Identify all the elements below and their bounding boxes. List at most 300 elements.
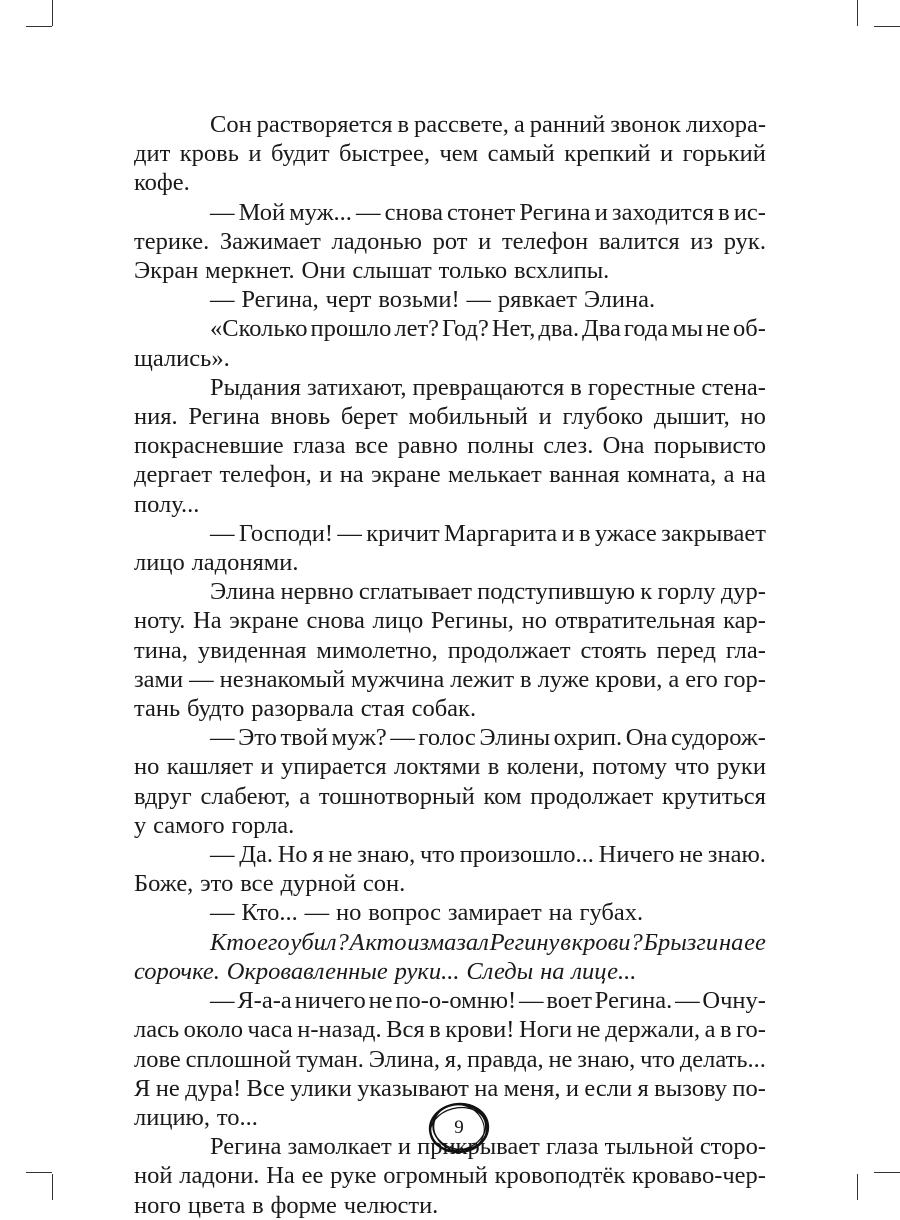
text-line [134,168,766,197]
word: крови! [445,1016,515,1044]
word: глубоко [562,403,644,431]
text-line [134,548,766,577]
word: горлу [657,578,716,606]
word: дур- [720,578,766,606]
word: лицо [134,549,185,577]
word: ладони. [179,1162,260,1190]
word: знаю, [577,1045,636,1073]
word: будит [271,140,330,168]
word: сплошной [185,1045,292,1073]
word: по- [732,1074,766,1102]
word: Это [238,724,277,752]
word: рук. [723,227,766,255]
word: — [210,987,235,1015]
word: — [356,198,381,226]
word: замолкает [287,1133,392,1161]
word: Год? [442,315,489,343]
word: а [299,782,311,810]
word: крови, [595,665,663,693]
word: Следы [466,957,534,985]
word: охрип. [553,724,623,752]
word: телефон, [219,461,312,489]
word: ладонью [331,227,422,255]
crop-mark-top-left-horizontal [26,26,52,27]
word: — [210,198,235,226]
word: — [304,899,330,927]
word: Регина [188,403,260,431]
word: лове [134,1045,181,1073]
word: в [429,1016,441,1044]
word: Элины [479,724,551,752]
word: превращаются [412,373,565,401]
word: дышит, [653,403,730,431]
word: в [560,928,571,956]
text-line [134,694,766,723]
word: замирает [447,899,542,927]
word: Мой [238,198,286,226]
text-line [134,314,766,343]
crop-mark-bottom-right-horizontal [874,1172,900,1173]
word: по-о-омню! [395,987,517,1015]
crop-mark-bottom-left-horizontal [26,1172,52,1173]
word: тина, [134,636,188,664]
word: Нет, [491,315,536,343]
word: два. [538,315,580,343]
word: и [248,140,262,168]
word: собак. [411,695,477,723]
word: голос [418,724,476,752]
word: кашляет [166,753,254,781]
word: — [466,286,492,314]
word: кровь [179,140,239,168]
word: на [741,461,766,489]
word: экране [371,461,441,489]
word: Брызги [643,928,719,956]
word: — [519,987,544,1015]
word: не [155,1074,180,1102]
word: порывисто [653,432,766,460]
word: руки [716,753,766,781]
page-number-badge [426,1100,492,1156]
word: будто [187,695,245,723]
text-line [134,1161,766,1190]
word: в [579,519,591,547]
word: полны [467,432,534,460]
word: кроваво-чер- [632,1162,766,1190]
word: Окровавленные [226,957,388,985]
word: лихора- [685,111,766,138]
word: снова [306,607,365,635]
word: Они [301,257,346,285]
text-line [134,490,766,519]
crop-mark-top-left-vertical [52,0,53,26]
text-line [134,1015,766,1044]
word: ванная [549,461,620,489]
word: слабеют, [200,782,291,810]
text-line [134,577,766,606]
word: На [193,607,222,635]
word: в [718,198,730,226]
word: щались». [134,344,230,372]
word: прошло [310,315,392,343]
word: Вся [386,1016,425,1044]
word: Я [134,1074,151,1102]
word: крови? [571,928,643,956]
word: но [521,607,547,635]
word: в [520,665,532,693]
word: лежит [450,665,515,693]
word: но [336,899,362,927]
word: в [720,1016,732,1044]
word: огромный [383,1162,488,1190]
text-line [134,256,766,285]
body-text [134,110,766,1220]
word: ния. [134,403,178,431]
word: заходится [611,198,715,226]
text-line [134,227,766,256]
word: и [397,1133,411,1161]
word: держали, [605,1016,701,1044]
word: Элина. [583,286,656,314]
word: лицо [372,607,424,635]
word: сорочке. [134,957,220,985]
word: слез. [543,432,594,460]
word: — [189,665,214,693]
word: не [328,841,353,869]
word: чем [439,140,479,168]
text-line [134,928,766,957]
word: измазал [407,928,489,956]
word: сон. [362,870,406,898]
word: указывают [357,1074,469,1102]
word: и [319,461,333,489]
word: Сон [210,111,252,138]
word: ужасе [594,519,657,547]
word: меркнет. [205,257,295,285]
word: рассвете, [414,111,509,138]
word: Я-а-а [237,987,292,1015]
word: руке [330,1162,377,1190]
word: мелькает [447,461,542,489]
word: сторо- [699,1133,766,1161]
word: незнакомый [219,665,346,693]
word: и [260,753,274,781]
word: не [368,987,393,1015]
word: комната, [626,461,717,489]
word: к [640,578,653,606]
word: Два [582,315,621,343]
word: го- [736,1016,766,1044]
word: — [210,286,235,314]
word: нервно [280,578,354,606]
word: дура! [185,1074,242,1102]
word: то... [216,1103,258,1131]
word: на [339,461,364,489]
word: возьми! [378,286,460,314]
word: черт [325,286,372,314]
word: вопрос [368,899,441,927]
word: На [266,1162,295,1190]
text-line [134,723,766,752]
word: делать... [679,1045,766,1073]
word: Все [246,1074,285,1102]
word: н-назад. [297,1016,382,1044]
word: зами [134,665,184,693]
word: на [540,957,565,985]
word: экране [229,607,299,635]
word: дит [134,140,171,168]
word: а [704,1016,716,1044]
word: но [134,753,160,781]
word: тошнотворный [318,782,475,810]
word: Регина [519,198,591,226]
word: глаза [546,1133,599,1161]
word: на [718,928,744,956]
word: полу... [134,490,200,518]
word: равно [397,432,458,460]
word: но [740,403,766,431]
page-number: 9 [454,1117,464,1138]
text-line [134,344,766,373]
word: кар- [723,607,766,635]
word: лицию, [134,1103,210,1131]
word: разорвала [251,695,354,723]
word: если [584,1074,633,1102]
word: Ноги [518,1016,573,1044]
word: Она [625,724,668,752]
word: туман. [296,1045,364,1073]
word: лет? [394,315,440,343]
word: муж? [331,724,387,752]
word: кричит [366,519,440,547]
word: Очну- [702,987,766,1015]
word: — [390,724,415,752]
word: правда, [466,1045,544,1073]
word: — [210,841,235,869]
text-line [134,1045,766,1074]
word: стоять [580,636,647,664]
word: и [660,140,674,168]
word: ничего [294,987,366,1015]
word: и [538,403,552,431]
text-line [134,519,766,548]
text-line [134,752,766,781]
word: А [349,928,365,956]
word: воет [546,987,592,1015]
word: тань [134,695,181,723]
word: всхлипы. [514,257,610,285]
word: рявкает [497,286,577,314]
word: Элина [210,578,276,606]
word: что [640,1045,676,1073]
word: Элина, [368,1045,441,1073]
text-line [134,431,766,460]
word: продолжает [447,636,571,664]
word: я, [444,1045,463,1073]
text-line [134,986,766,1015]
crop-mark-top-right-vertical [857,0,858,26]
word: ее [301,1162,324,1190]
word: затихают, [306,373,407,401]
crop-mark-bottom-right-vertical [857,1174,858,1200]
word: — [210,519,235,547]
word: Ничего [598,841,675,869]
word: Регина, [241,286,319,314]
word: стая [360,695,405,723]
text-line [134,957,766,986]
word: ее [744,928,766,956]
word: знаю. [707,841,766,869]
word: в [252,1191,264,1219]
word: часа [247,1016,293,1044]
word: Кто... [241,899,298,927]
word: на [474,1074,499,1102]
word: вдруг [134,782,192,810]
word: дергает [134,461,213,489]
word: лась [134,1016,180,1044]
word: упирается [280,753,387,781]
word: вызову [654,1074,727,1102]
word: валится [598,227,680,255]
text-line [134,110,766,139]
word: я [312,841,324,869]
word: только [438,257,508,285]
word: горестные [587,373,696,401]
text-line [134,198,766,227]
word: ноту. [134,607,186,635]
word: увиденная [197,636,307,664]
text-line [134,460,766,489]
word: телефон [501,227,589,255]
word: в [570,373,582,401]
word: гла- [725,636,766,664]
word: его [685,665,718,693]
word: его [257,928,290,956]
word: Экран [134,257,199,285]
word: терике. [134,227,210,255]
word: кто [365,928,407,956]
word: подступившую [477,578,636,606]
text-line [134,840,766,869]
word: все [354,432,389,460]
word: и [561,519,575,547]
word: твой [280,724,328,752]
word: все [240,870,274,898]
word: из [690,227,714,255]
word: глаза [293,432,346,460]
word: не [706,315,731,343]
word: — [210,899,235,927]
word: Регина [210,1133,282,1161]
word: ладонями. [191,549,299,577]
word: я [637,1074,649,1102]
word: быстрее, [339,140,430,168]
word: у [134,811,147,839]
word: Боже, [134,870,194,898]
word: и [478,227,492,255]
word: что [419,841,455,869]
word: растворяется [256,111,393,138]
word: Рыдания [210,373,301,401]
word: самого [153,811,225,839]
word: Регина. [594,987,673,1015]
word: челюсти. [343,1191,439,1219]
word: гор- [723,665,766,693]
word: это [200,870,234,898]
word: произошло... [459,841,594,869]
word: «Сколько [210,315,308,343]
word: — [210,724,235,752]
word: лице... [571,957,637,985]
word: отвратительная [554,607,716,635]
text-line [134,665,766,694]
word: года [623,315,669,343]
word: Зажимает [219,227,321,255]
word: и [565,1074,580,1102]
word: мимолетно, [316,636,438,664]
word: потому [592,753,668,781]
word: об- [733,315,766,343]
word: убил? [290,928,349,956]
word: в [397,111,410,138]
word: дурной [280,870,356,898]
word: меня, [503,1074,561,1102]
word: губах. [579,899,644,927]
word: а [723,461,735,489]
word: горла. [231,811,295,839]
word: руки... [394,957,460,985]
word: стонет [447,198,516,226]
text-line [134,811,766,840]
word: муж... [289,198,352,226]
word: судорож- [671,724,766,752]
word: слышат [352,257,432,285]
word: Регину [489,928,560,956]
word: берет [340,403,398,431]
word: закрывает [661,519,766,547]
word: — [337,519,362,547]
word: а [513,111,525,138]
word: горький [682,140,766,168]
word: не [679,841,704,869]
word: колени, [506,753,585,781]
crop-mark-top-right-horizontal [874,26,900,27]
text-line [134,869,766,898]
word: мобильный [408,403,528,431]
word: в [487,753,500,781]
word: а [668,665,680,693]
word: Но [277,841,308,869]
word: мы [671,315,704,343]
word: и [594,198,608,226]
word: прикрывает [417,1133,540,1161]
word: локтями [393,753,481,781]
word: форме [270,1191,337,1219]
word: стена- [701,373,766,401]
word: ис- [733,198,766,226]
word: ного [134,1191,182,1219]
word: рот [432,227,468,255]
text-line [134,636,766,665]
word: снова [384,198,443,226]
word: сглатывает [358,578,472,606]
word: не [576,1016,601,1044]
word: что [674,753,710,781]
word: тыльной [604,1133,694,1161]
text-line [134,139,766,168]
text-line [134,606,766,635]
text-line [134,1191,766,1220]
